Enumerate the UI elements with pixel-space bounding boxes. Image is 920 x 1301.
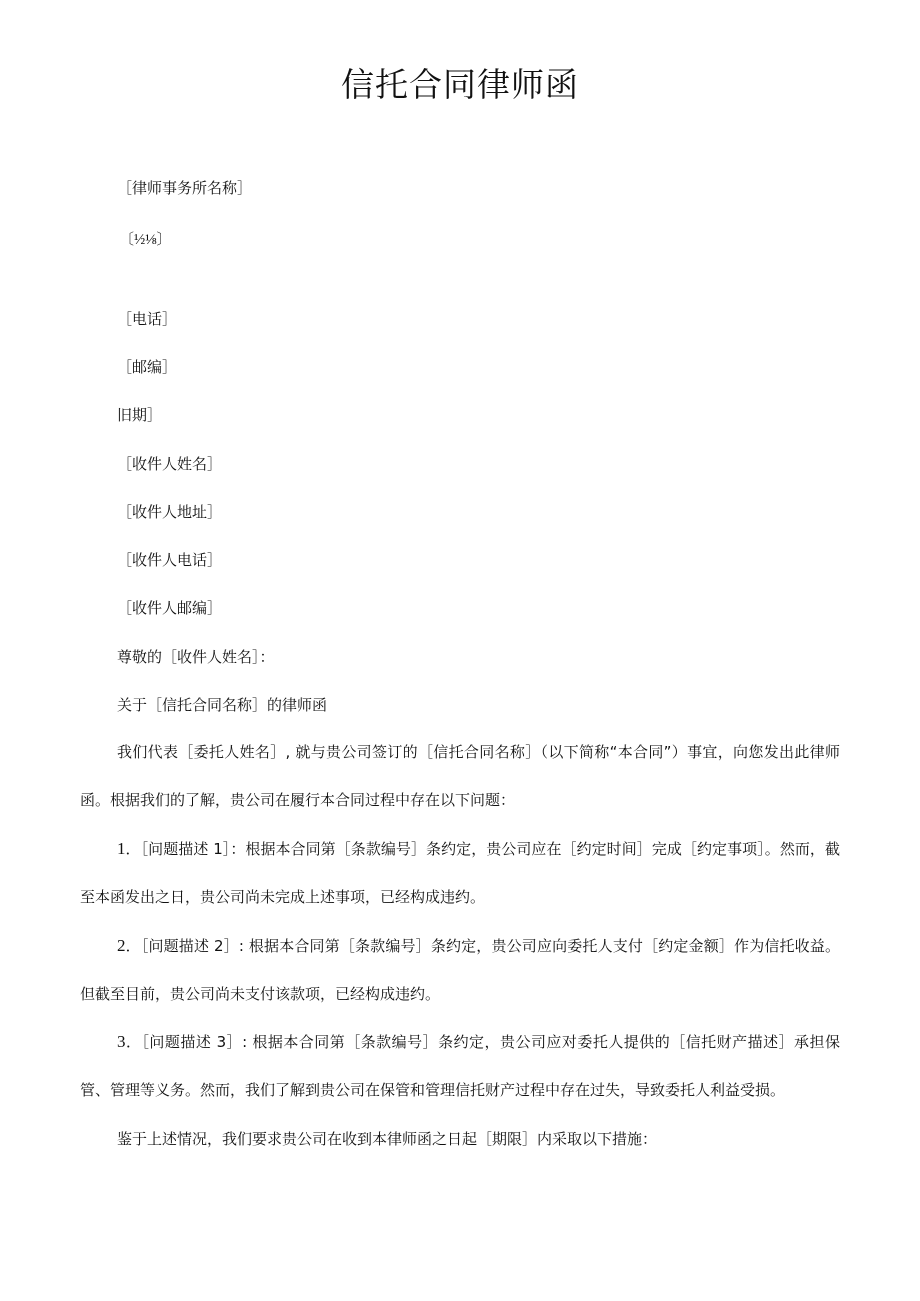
recipient-address-line: ［收件人地址］ (117, 503, 223, 521)
issue-item (80, 922, 840, 1018)
phone-line: ［电话］ (117, 310, 178, 328)
issue-text: ．［问题描述 2］: 根据本合同第［条款编号］条约定，贵公司应向委托人支付［约定金额］作为信托收益。但截至目前，贵公司尚未支付该款项，已经构成违约。 (80, 937, 840, 1003)
recipient-name-line: ［收件人姓名］ (117, 455, 223, 473)
law-firm-name: ［律师事务所名称］ (117, 179, 253, 197)
letter-subject: 关于［信托合同名称］的律师函 (117, 696, 328, 714)
recipient-phone-line: ［收件人电话］ (117, 551, 223, 569)
issue-number: 3 (117, 1032, 126, 1051)
recipient-postcode-line: ［收件人邮编］ (117, 599, 223, 617)
salutation: 尊敬的［收件人姓名］： (117, 648, 275, 666)
date-line: 旧期］ (117, 406, 163, 424)
closing-paragraph: 鉴于上述情况，我们要求贵公司在收到本律师函之日起［期限］内采取以下措施： (117, 1130, 658, 1148)
document-title: 信托合同律师函 (341, 65, 579, 104)
issue-number: 1 (117, 839, 126, 858)
postcode-line: ［邮编］ (117, 358, 178, 376)
intro-paragraph: 我们代表［委托人姓名］, 就与贵公司签订的［信托合同名称］（以下简称“本合同”）事宜，向您发出此律师函。根据我们的了解，贵公司在履行本合同过程中存在以下问题： (80, 743, 840, 809)
issue-item (80, 825, 840, 921)
issue-text: ．［问题描述 3］: 根据本合同第［条款编号］条约定，贵公司应对委托人提供的［信托财产描述］承担保管、管理等义务。然而，我们了解到贵公司在保管和管理信托财产过程中存在过失，导致委托人利益受损。 (80, 1033, 840, 1099)
firm-address: 〔½⅛〕 (119, 232, 172, 248)
issue-number: 2 (117, 936, 126, 955)
issue-item (80, 1018, 840, 1114)
issue-text: ．［问题描述 1］：根据本合同第［条款编号］条约定，贵公司应在［约定时间］完成［约定事项］。然而，截至本函发出之日，贵公司尚未完成上述事项，已经构成违约。 (80, 840, 840, 906)
